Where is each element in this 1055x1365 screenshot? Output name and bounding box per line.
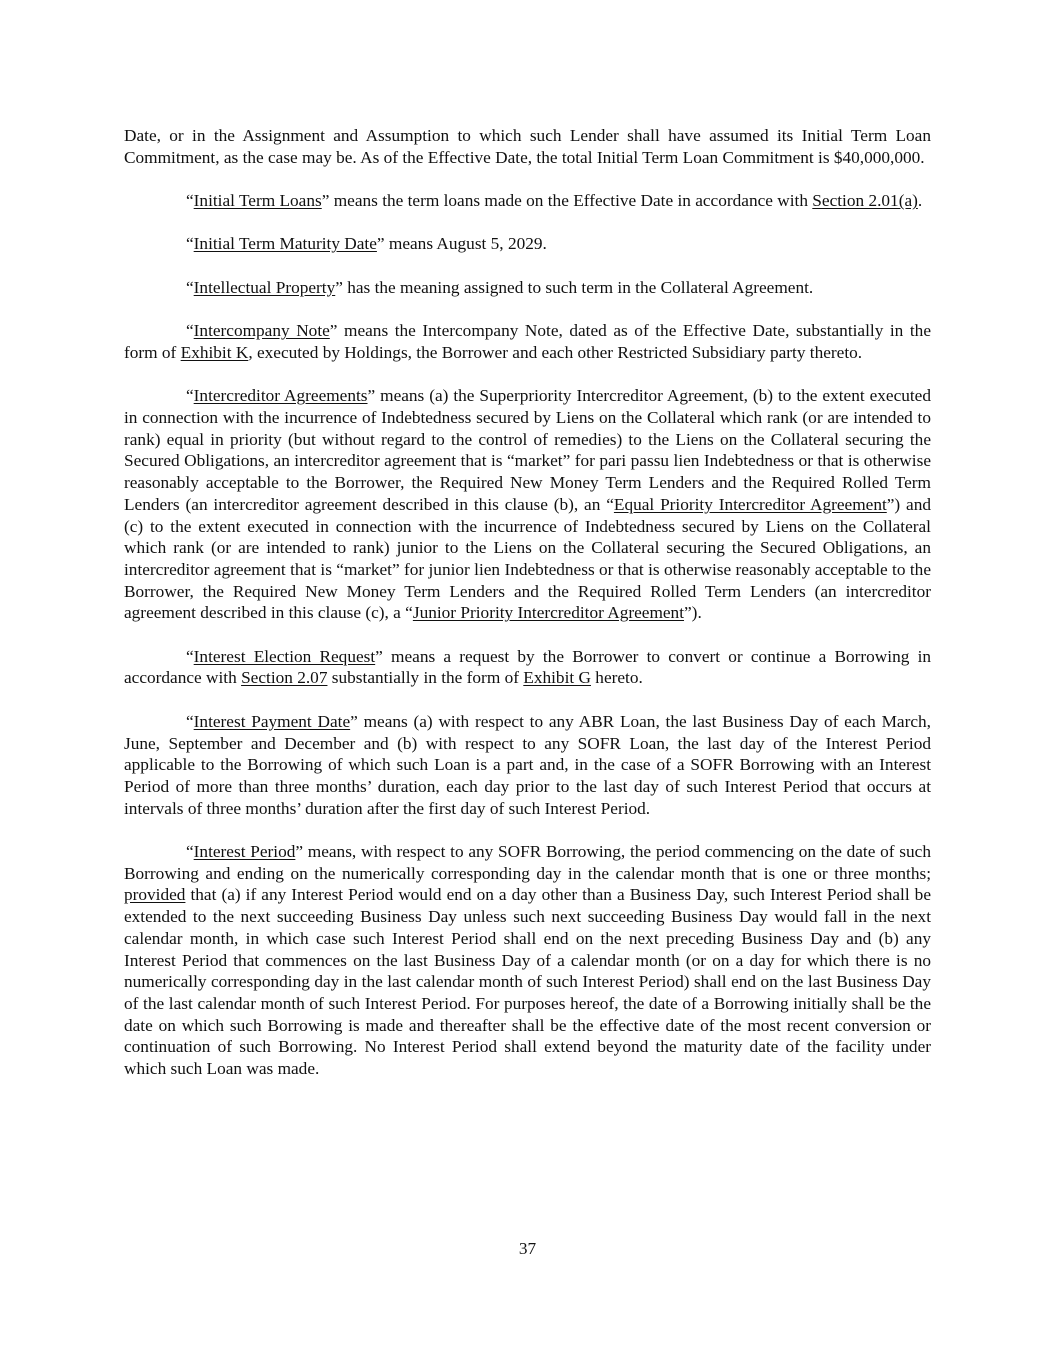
section-reference: Section 2.07 (241, 668, 328, 688)
text-run: that (a) if any Interest Period would end on a day other than a Business Day, such Interest Period shall be extended to the next succeeding Business Day unless such next succeeding Business Day would fall in the next calendar month, in which case such Interest Period shall end on the next preceding Business Day and (b) any Interest Period that commences on the last Business Day of a calendar month (or on a day for which there is no numerically corresponding day in the last calendar month of such Interest Period) shall end on the last Business Day of the last calendar month of such Interest Period. For purposes hereof, the date of a Borrowing initially shall be the date on which such Borrowing is made and thereafter shall be the effective date of the most recent conversion or continuation of such Borrowing. No Interest Period shall extend beyond the maturity date of the facility under which such Loan was made. (124, 885, 931, 1079)
defined-term: Interest Election Request (193, 646, 376, 666)
definition-interest-payment-date (124, 711, 931, 820)
defined-term: Equal Priority Intercreditor Agreement (613, 494, 887, 514)
defined-term: Intellectual Property (193, 277, 336, 297)
section-reference: Section 2.01(a) (812, 191, 918, 211)
text-run: “ (186, 234, 194, 254)
text-run: . (917, 191, 923, 211)
defined-term: Initial Term Loans (193, 191, 322, 211)
text-run: “ (186, 711, 194, 731)
text-run: “ (186, 191, 194, 211)
defined-term: Intercompany Note (193, 321, 330, 341)
text-run: “ (186, 277, 194, 297)
text-run: “ (186, 646, 194, 666)
exhibit-reference: Exhibit K (180, 342, 249, 362)
document-page (124, 125, 931, 1102)
exhibit-reference: Exhibit G (523, 668, 591, 688)
text-run: ” has the meaning assigned to such term in the Collateral Agreement. (335, 277, 814, 297)
text-run: “ (186, 321, 194, 341)
defined-term: Interest Payment Date (193, 711, 351, 731)
defined-term: Intercreditor Agreements (193, 386, 368, 406)
text-run: ”) and (c) to the extent executed in connection with the incurrence of Indebtedness secured by Liens on the Collateral which rank (or are intended to rank) junior to the Liens on the Collateral securing the Secured Obligations, an intercreditor agreement that is “market” for junior lien Indebtedness or that is otherwise reasonably acceptable to the Borrower, the Required New Money Term Lenders and the Required Rolled Term Lenders (an intercreditor agreement described in this clause (c), a “ (124, 494, 931, 623)
text-run: ” means (a) the Superpriority Intercreditor Agreement, (b) to the extent executed in connection with the incurrence of Indebtedness secured by Liens on the Collateral which rank (or are intended to rank) equal in priority (but without regard to the control of remedies) to the Liens on the Collateral securing the Secured Obligations, an intercreditor agreement that is “market” for pari passu lien Indebtedness or that is otherwise reasonably acceptable to the Borrower, the Required New Money Term Lenders and the Required Rolled Term Lenders (an intercreditor agreement described in this clause (b), an “ (124, 386, 931, 514)
definition-interest-election-request (124, 646, 931, 689)
defined-term: Initial Term Maturity Date (193, 234, 377, 254)
paragraph-continuation (124, 125, 931, 168)
text-run: ” means, with respect to any SOFR Borrowing, the period commencing on the date of such Borrowing and ending on the numerically corresponding day in the calendar month that is one or three months; (124, 842, 931, 883)
definition-initial-term-maturity-date (124, 233, 931, 255)
page-number: 37 (518, 1239, 537, 1258)
text-run: ”). (684, 603, 702, 623)
proviso-term: provided (124, 885, 186, 905)
text-run: ” means (a) with respect to any ABR Loan, the last Business Day of each March, June, September and December and (b) with respect to any SOFR Loan, the last day of the Interest Period applicable to the Borrowing of which such Loan is a part and, in the case of a SOFR Borrowing with an Interest Period of more than three months’ duration, each day prior to the last day of such Interest Period that occurs at intervals of three months’ duration after the first day of such Interest Period. (124, 711, 931, 818)
text-run: ” means August 5, 2029. (376, 234, 547, 254)
definition-initial-term-loans (124, 190, 931, 212)
text-run: substantially in the form of (327, 668, 524, 688)
definition-intellectual-property (124, 277, 931, 299)
definition-intercompany-note (124, 320, 931, 363)
text-run: ” means the term loans made on the Effective Date in accordance with (321, 191, 813, 211)
defined-term: Junior Priority Intercreditor Agreement (412, 603, 685, 623)
definition-interest-period (124, 841, 931, 1080)
text-run: “ (186, 842, 194, 862)
text-run: ” means the Intercompany Note, dated as of the Effective Date, substantially in the form of (124, 321, 931, 362)
text-run: , executed by Holdings, the Borrower and each other Restricted Subsidiary party thereto. (248, 342, 863, 362)
text-run: Date, or in the Assignment and Assumption to which such Lender shall have assumed its Initial Term Loan Commitment, as the case may be. As of the Effective Date, the total Initial Term Loan Commitment is $40,000,000. (124, 126, 931, 167)
text-run: hereto. (590, 668, 643, 688)
text-run: ” means a request by the Borrower to convert or continue a Borrowing in accordance with (124, 646, 932, 688)
defined-term: Interest Period (193, 842, 296, 862)
text-run: “ (186, 386, 194, 406)
definition-intercreditor-agreements (124, 385, 931, 624)
